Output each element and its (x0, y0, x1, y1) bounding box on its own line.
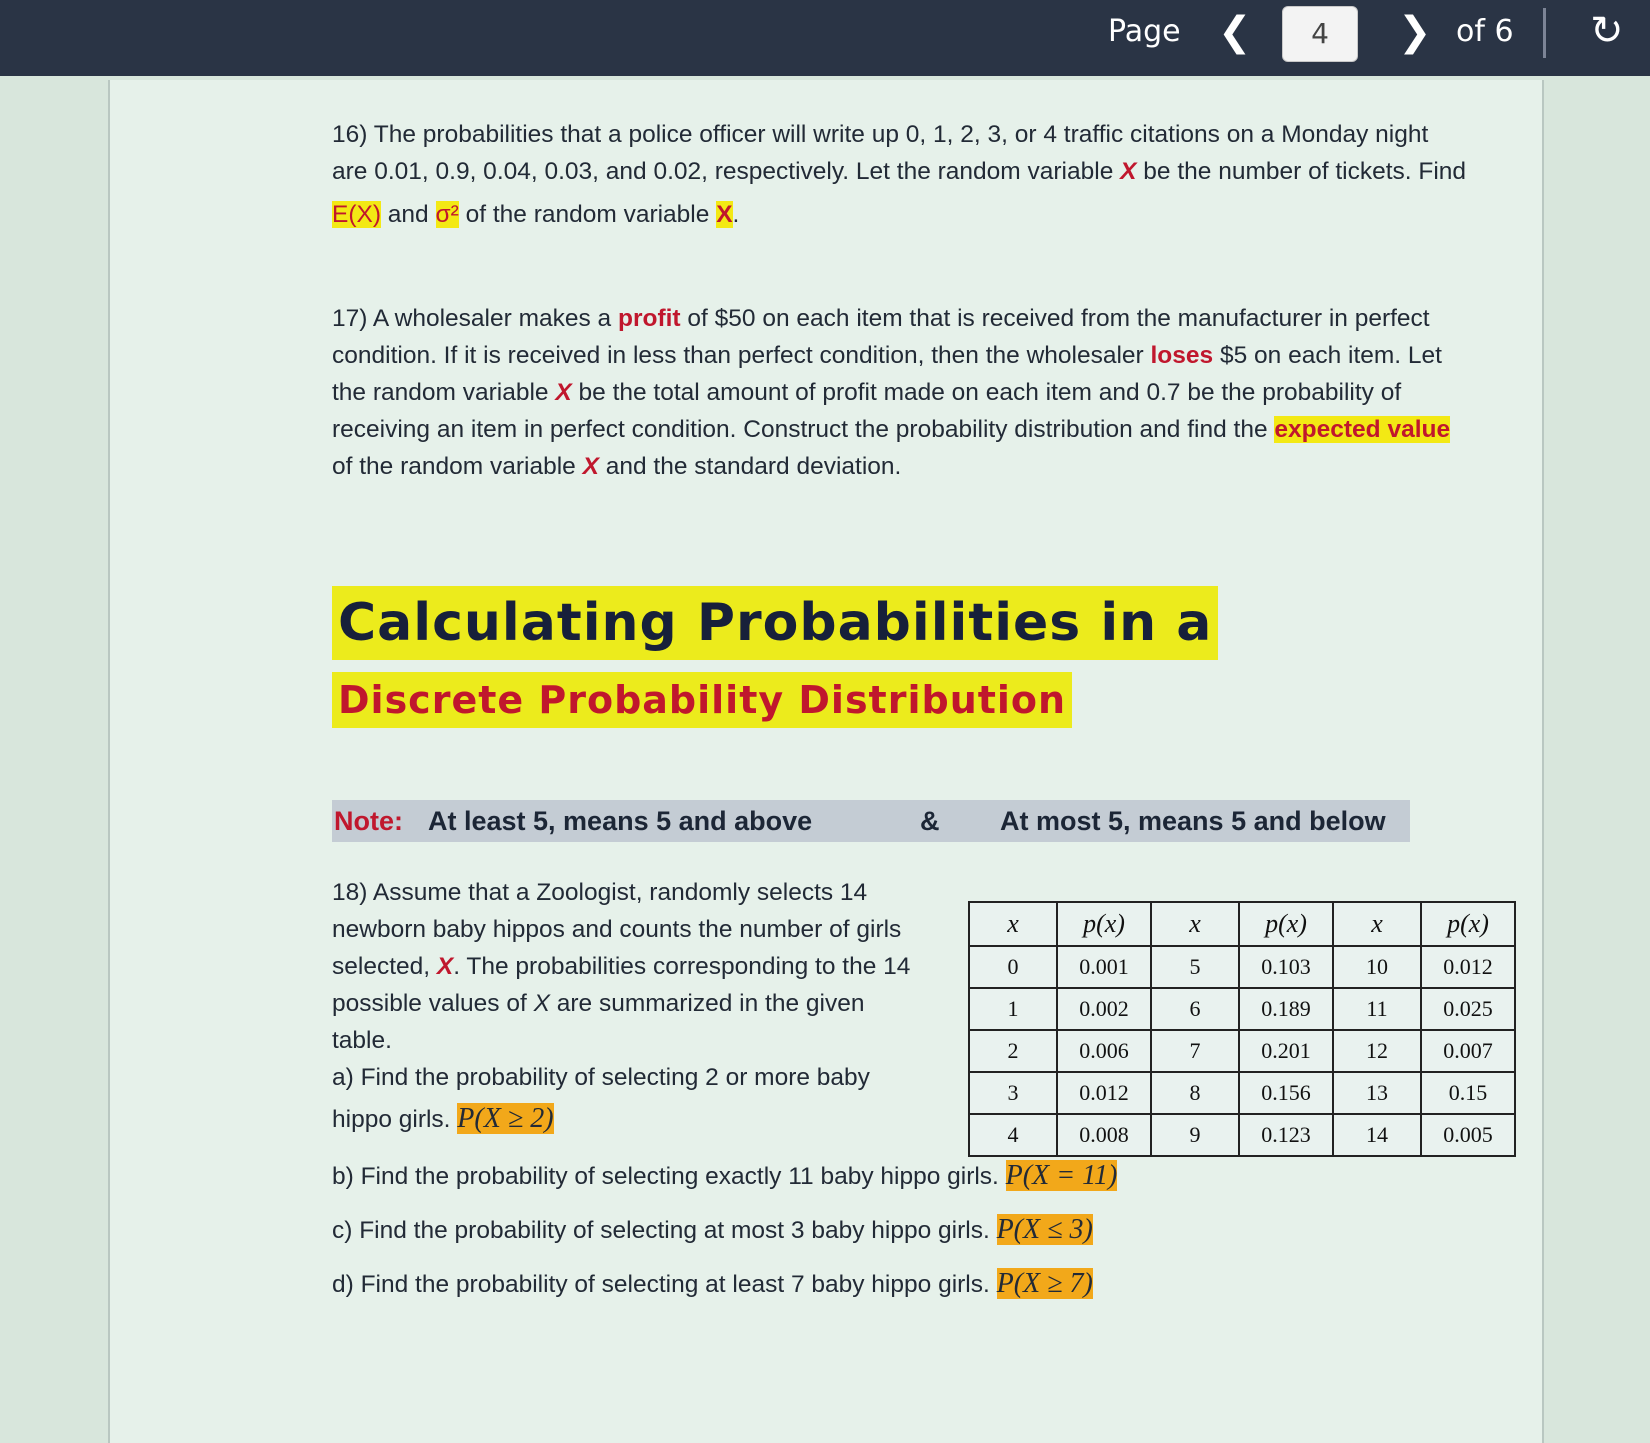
table-cell: 13 (1333, 1072, 1421, 1114)
table-cell: 0.012 (1421, 946, 1515, 988)
table-cell: 10 (1333, 946, 1421, 988)
q16-line-3: E(X) and σ² of the random variable X. (332, 201, 740, 228)
table-header-cell: p(x) (1057, 902, 1151, 946)
table-cell: 0.002 (1057, 988, 1151, 1030)
table-cell: 0.001 (1057, 946, 1151, 988)
next-page-icon[interactable]: ❯ (1398, 9, 1432, 55)
expr-d: P(X ≥ 7) (996, 1268, 1093, 1299)
table-row (969, 988, 1515, 1030)
table-cell: 0 (969, 946, 1057, 988)
table-cell: 1 (969, 988, 1057, 1030)
note-ampersand: & (920, 806, 940, 836)
table-header-row (969, 902, 1515, 946)
loses-word: loses (1150, 342, 1214, 369)
q18-part-d: d) Find the probability of selecting at least 7 baby hippo girls. P(X ≥ 7) (332, 1268, 1093, 1299)
table-cell: 0.012 (1057, 1072, 1151, 1114)
page-label: Page (1108, 14, 1181, 49)
pdf-toolbar (0, 0, 1650, 76)
question-16 (332, 116, 1532, 233)
section-subheading: Discrete Probability Distribution (332, 672, 1072, 728)
table-cell: 11 (1333, 988, 1421, 1030)
table-cell: 5 (1151, 946, 1239, 988)
q18-part-c: c) Find the probability of selecting at most 3 baby hippo girls. P(X ≤ 3) (332, 1214, 1093, 1245)
table-header-cell: x (1333, 902, 1421, 946)
toolbar-divider (1543, 8, 1546, 58)
table-cell: 12 (1333, 1030, 1421, 1072)
table-row (969, 1114, 1515, 1156)
table-cell: 7 (1151, 1030, 1239, 1072)
page-number-input[interactable]: 4 (1282, 6, 1358, 62)
note-banner (332, 800, 1410, 842)
expr-a: P(X ≥ 2) (457, 1103, 554, 1134)
table-cell: 0.103 (1239, 946, 1333, 988)
table-cell: 9 (1151, 1114, 1239, 1156)
expected-value-symbol: E(X) (332, 201, 381, 228)
previous-page-icon[interactable]: ❮ (1218, 9, 1252, 55)
table-cell: 0.123 (1239, 1114, 1333, 1156)
table-header-cell: x (1151, 902, 1239, 946)
table-cell: 4 (969, 1114, 1057, 1156)
table-cell: 14 (1333, 1114, 1421, 1156)
table-header-cell: x (969, 902, 1057, 946)
section-heading: Calculating Probabilities in a (332, 586, 1218, 660)
table-cell: 0.15 (1421, 1072, 1515, 1114)
table-cell: 0.025 (1421, 988, 1515, 1030)
table-cell: 0.006 (1057, 1030, 1151, 1072)
table-cell: 0.005 (1421, 1114, 1515, 1156)
q16-line-2: are 0.01, 0.9, 0.04, 0.03, and 0.02, respectively. Let the random variable X be the number of tickets. Find (332, 158, 1467, 185)
expr-b: P(X = 11) (1005, 1160, 1118, 1191)
table-cell: 3 (969, 1072, 1057, 1114)
question-18-intro: 18) Assume that a Zoologist, randomly selects 14 newborn baby hippos and counts the number of girls selected, X. The probabilities corresponding to the 14 possible values of X are summarized in the given table. a) Find the probability of selecting 2 or more baby hippo girls. P(X ≥ 2) (332, 874, 952, 1138)
profit-word: profit (618, 305, 681, 332)
table-cell: 0.007 (1421, 1030, 1515, 1072)
variance-symbol: σ² (435, 201, 459, 228)
table-header-cell: p(x) (1239, 902, 1333, 946)
table-row (969, 1030, 1515, 1072)
q18-part-a: a) Find the probability of selecting 2 or more baby (332, 1064, 870, 1091)
table-cell: 6 (1151, 988, 1239, 1030)
note-at-least: At least 5, means 5 and above (428, 806, 813, 836)
note-label: Note: (334, 806, 403, 836)
page-total: of 6 (1456, 14, 1514, 49)
probability-table (968, 901, 1516, 1157)
table-cell: 0.156 (1239, 1072, 1333, 1114)
expr-c: P(X ≤ 3) (996, 1214, 1093, 1245)
q16-line-1: 16) The probabilities that a police officer will write up 0, 1, 2, 3, or 4 traffic citations on a Monday night (332, 121, 1429, 148)
expected-value-highlight: expected value (1274, 416, 1451, 443)
table-header-cell: p(x) (1421, 902, 1515, 946)
table-cell: 2 (969, 1030, 1057, 1072)
note-at-most: At most 5, means 5 and below (1000, 806, 1386, 836)
table-cell: 0.008 (1057, 1114, 1151, 1156)
q18-part-b: b) Find the probability of selecting exactly 11 baby hippo girls. P(X = 11) (332, 1160, 1118, 1191)
table-cell: 0.189 (1239, 988, 1333, 1030)
table-cell: 8 (1151, 1072, 1239, 1114)
document-page (108, 80, 1544, 1443)
question-17: 17) A wholesaler makes a profit of $50 on each item that is received from the manufacturer in perfect condition. If it is received in less than perfect condition, then the wholesaler loses $5 on each item. Let the random variable X be the total amount of profit made on each item and 0.7 be the probability of receiving an item in perfect condition. Construct the probability distribution and find the expected value of the random variable X and the standard deviation. (332, 305, 1451, 480)
rotate-icon[interactable]: ↻ (1590, 8, 1624, 54)
table-cell: 0.201 (1239, 1030, 1333, 1072)
table-row (969, 946, 1515, 988)
q18-part-a-line2: hippo girls. P(X ≥ 2) (332, 1103, 554, 1134)
table-row (969, 1072, 1515, 1114)
